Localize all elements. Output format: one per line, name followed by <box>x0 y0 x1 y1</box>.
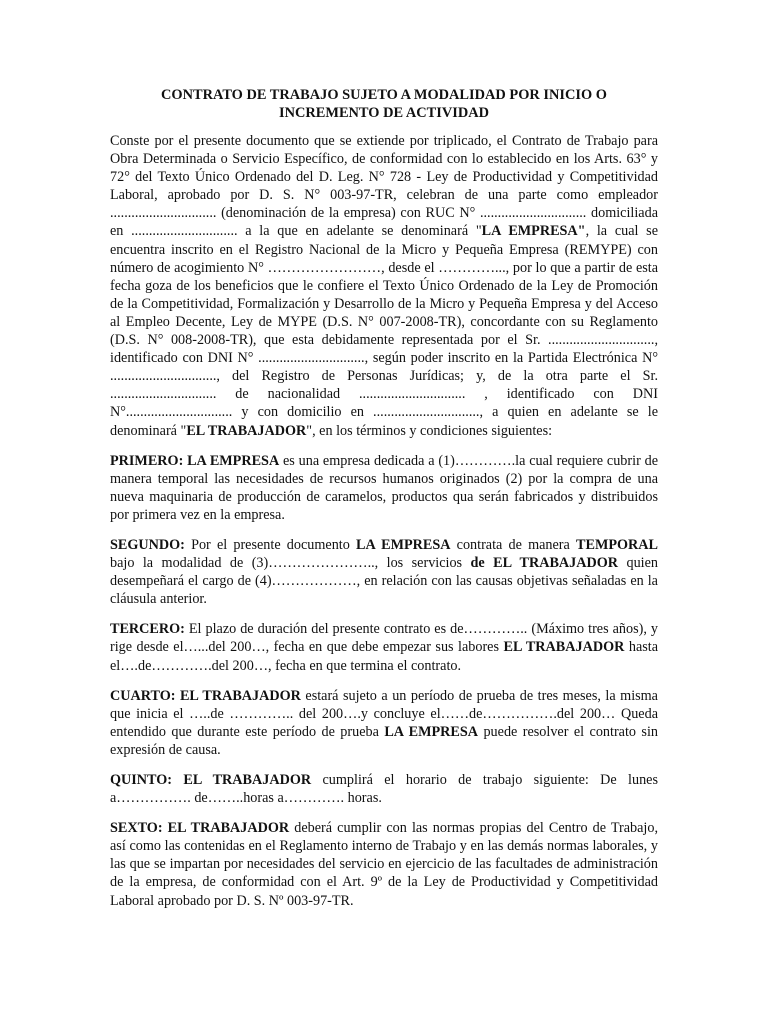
clause-sexto <box>110 819 658 909</box>
intro-paragraph <box>110 132 658 440</box>
text-run: El plazo de duración del presente contrato es de………….. (Máximo tres años), y rige desde el…...del 200…, fecha en que debe empezar sus labores <box>110 621 658 656</box>
document-page <box>110 86 658 922</box>
bold-text-run: EL TRABAJADOR <box>186 422 307 439</box>
text-run: es una empresa dedicada a (1)………….la cual requiere cubrir de manera temporal las necesidades de recursos humanos originados (2) por la compra de una nueva maquinaria de producción de caramelos, productos qua serán fabricados y distribuidos por primera vez en la empresa. <box>110 452 658 523</box>
bold-text-run: TEMPORAL <box>576 536 658 553</box>
document-title <box>110 86 658 122</box>
clauses <box>110 452 658 910</box>
text-run: cumplirá el horario de trabajo siguiente: De lunes a……………. de……..horas a…………. horas. <box>110 772 658 807</box>
text-run: puede resolver el contrato sin expresión de causa. <box>110 723 658 758</box>
text-run: bajo la modalidad de (3)………………….., los servicios <box>110 555 471 572</box>
clause-primero <box>110 452 658 524</box>
text-run: , la cual se encuentra inscrito en el Registro Nacional de la Micro y Pequeña Empresa (REMYPE) con número de acogimiento N° ……………………, desde el …………..., por lo que a partir de esta fecha goza de los beneficios que le confiere el Texto Único Ordenado de la Ley de Promoción de la Competitividad, Formalización y Desarrollo de la Micro y Pequeña Empresa y del Acceso al Empleo Decente, Ley de MYPE (D.S. N° 007-2008-TR), concordante con su Reglamento (D.S. N° 008-2008-TR), que esta debidamente representada por el Sr. .............................., identificado con DNI N° .............................., según poder inscrito en la Partida Electrónica N° .............................., del Registro de Personas Jurídicas; y, de la otra parte el Sr. .............................. de nacionalidad .............................. , identificado con DNI N°.............................. y con domicilio en .............................., a quien en adelante se le denominará " <box>110 223 658 439</box>
clause-tercero <box>110 620 658 674</box>
text-run: ", en los términos y condiciones siguientes: <box>306 422 553 439</box>
clause-quinto <box>110 771 658 807</box>
title-line-2: INCREMENTO DE ACTIVIDAD <box>278 105 490 121</box>
text-run: Por el presente documento <box>184 536 357 553</box>
bold-text-run: SEGUNDO: <box>110 536 185 553</box>
text-run: quien desempeñará el cargo de (4)………………, en relación con las causas objetivas señaladas en la cláusula anterior. <box>110 555 658 608</box>
bold-text-run: LA EMPRESA" <box>481 223 586 240</box>
bold-text-run: PRIMERO: LA EMPRESA <box>110 452 280 469</box>
bold-text-run: QUINTO: EL TRABAJADOR <box>110 772 312 788</box>
bold-text-run: SEXTO: EL TRABAJADOR <box>110 820 290 837</box>
bold-text-run: de EL TRABAJADOR <box>470 555 619 572</box>
text-run: contrata de manera <box>450 536 577 553</box>
bold-text-run: EL TRABAJADOR <box>503 639 625 656</box>
text-run: Conste por el presente documento que se extiende por triplicado, el Contrato de Trabajo para Obra Determinada o Servicio Específico, de conformidad con lo establecido en los Arts. 63° y 72° del Texto Único Ordenado del D. Leg. N° 728 - Ley de Productividad y Competitividad Laboral, aprobado por D. S. N° 003-97-TR, celebran de una parte como empleador .............................. (denominación de la empresa) con RUC N° .............................. domiciliada en .............................. a la que en adelante se denominará " <box>110 133 658 240</box>
clause-segundo <box>110 536 658 608</box>
text-run: deberá cumplir con las normas propias del Centro de Trabajo, así como las contenidas en el Reglamento interno de Trabajo y en las demás normas laborales, y las que se impartan por necesidades del servicio en ejercicio de las facultades de administración de la empresa, de conformidad con el Art. 9º de la Ley de Productividad y Competitividad Laboral aprobado por D. S. Nº 003-97-TR. <box>110 820 659 909</box>
bold-text-run: LA EMPRESA <box>384 723 479 740</box>
bold-text-run: TERCERO: <box>110 621 185 638</box>
bold-text-run: LA EMPRESA <box>356 536 451 553</box>
text-run: hasta el….de………….del 200…, fecha en que termina el contrato. <box>110 639 658 674</box>
clause-cuarto <box>110 687 658 759</box>
bold-text-run: CUARTO: EL TRABAJADOR <box>110 687 301 704</box>
title-line-1: CONTRATO DE TRABAJO SUJETO A MODALIDAD POR INICIO O <box>161 87 607 103</box>
text-run: estará sujeto a un período de prueba de tres meses, la misma que inicia el …..de ………….. del 200….y concluye el……de…………….del 200… Queda entendido que durante este período de prueba <box>110 687 658 740</box>
